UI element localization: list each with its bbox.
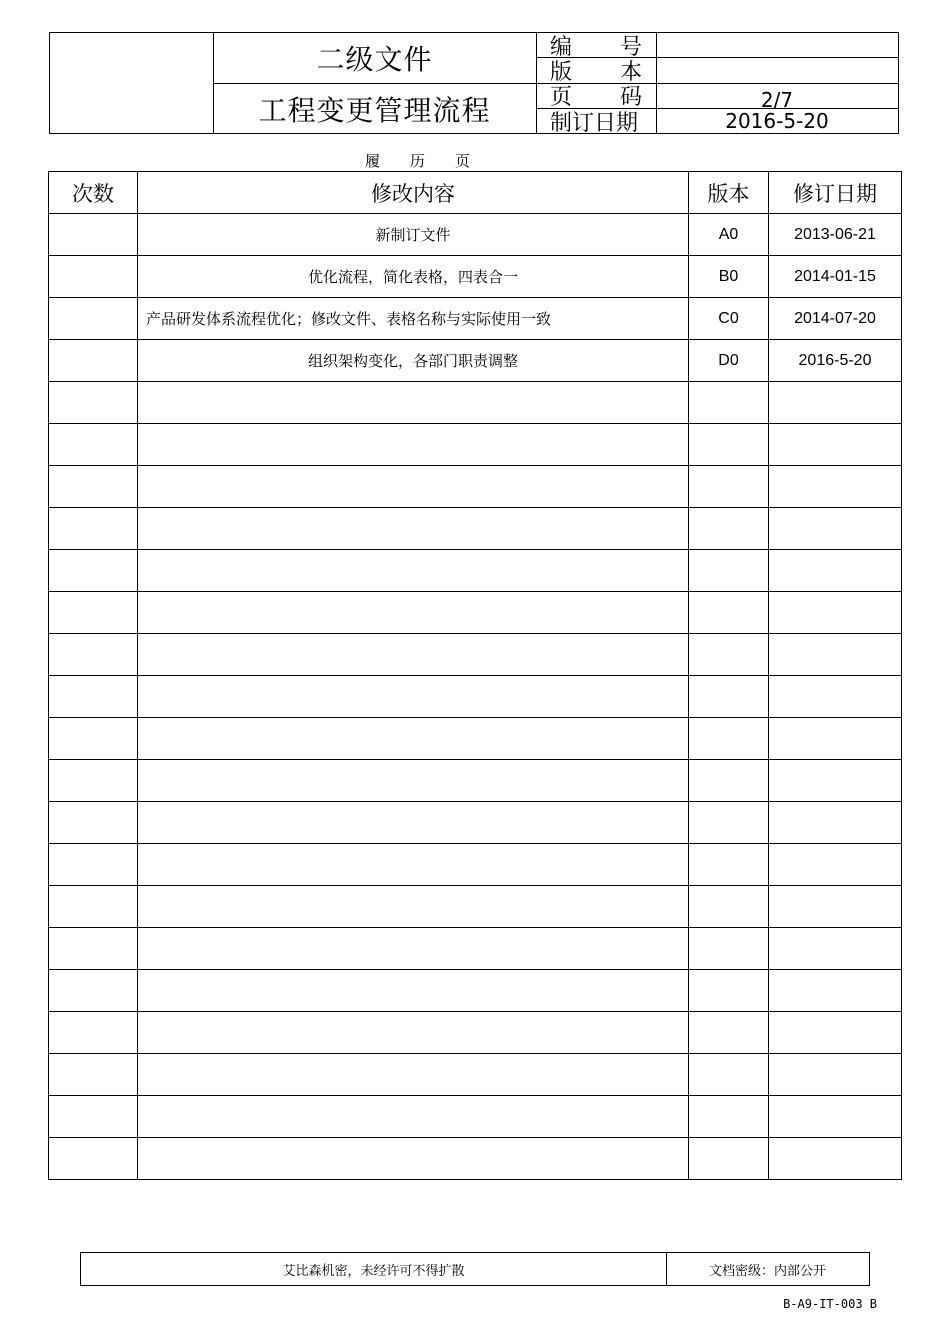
empty-cell — [138, 592, 689, 634]
table-row — [49, 1138, 902, 1180]
cell-date: 2014-07-20 — [769, 298, 902, 340]
empty-cell — [689, 886, 769, 928]
table-row — [49, 550, 902, 592]
empty-cell — [689, 634, 769, 676]
empty-cell — [49, 1012, 138, 1054]
empty-cell — [49, 718, 138, 760]
empty-cell — [689, 1138, 769, 1180]
table-row — [49, 1096, 902, 1138]
table-row — [49, 1012, 902, 1054]
document-level: 二级文件 — [316, 43, 433, 76]
cell-content: 产品研发体系流程优化；修改文件、表格名称与实际使用一致 — [138, 298, 689, 340]
empty-cell — [769, 760, 902, 802]
empty-cell — [49, 886, 138, 928]
empty-cell — [138, 676, 689, 718]
cell-content: 优化流程，简化表格，四表合一 — [138, 256, 689, 298]
empty-cell — [689, 802, 769, 844]
empty-cell — [769, 1138, 902, 1180]
cell-no — [49, 340, 138, 382]
table-row — [49, 466, 902, 508]
empty-cell — [689, 928, 769, 970]
empty-cell — [49, 592, 138, 634]
empty-cell — [49, 844, 138, 886]
revision-history-table — [48, 171, 902, 1180]
empty-cell — [138, 550, 689, 592]
table-row — [49, 256, 902, 298]
field-value-date: 2016-5-20 — [725, 109, 829, 133]
empty-cell — [138, 844, 689, 886]
cell-version: A0 — [689, 214, 769, 256]
field-label-version: 版 本 — [550, 59, 642, 85]
footer-confidential: 艾比森机密，未经许可不得扩散 — [282, 1263, 465, 1279]
empty-cell — [769, 1096, 902, 1138]
empty-cell — [769, 928, 902, 970]
table-row — [49, 676, 902, 718]
column-header-no: 次数 — [49, 172, 138, 214]
footer-security-level: 文档密级：内部公开 — [708, 1263, 826, 1279]
empty-cell — [769, 592, 902, 634]
empty-cell — [138, 928, 689, 970]
empty-cell — [769, 970, 902, 1012]
document-code: B-A9-IT-003 B — [783, 1297, 877, 1311]
empty-cell — [49, 508, 138, 550]
table-row — [49, 214, 902, 256]
empty-cell — [689, 424, 769, 466]
cell-version: D0 — [689, 340, 769, 382]
table-row — [49, 508, 902, 550]
empty-cell — [49, 466, 138, 508]
field-value-number — [656, 33, 898, 57]
empty-cell — [138, 802, 689, 844]
field-label-number: 编 号 — [550, 34, 642, 60]
cell-no — [49, 298, 138, 340]
empty-cell — [769, 802, 902, 844]
table-row — [49, 424, 902, 466]
page-footer — [80, 1252, 870, 1286]
table-row — [49, 298, 902, 340]
empty-cell — [138, 1138, 689, 1180]
empty-cell — [138, 970, 689, 1012]
table-row — [49, 592, 902, 634]
column-header-date: 修订日期 — [769, 172, 902, 214]
empty-cell — [49, 802, 138, 844]
empty-cell — [769, 844, 902, 886]
cell-no — [49, 214, 138, 256]
empty-cell — [769, 718, 902, 760]
column-header-version: 版本 — [689, 172, 769, 214]
field-label-page: 页 码 — [550, 85, 642, 110]
empty-cell — [49, 970, 138, 1012]
empty-cell — [49, 550, 138, 592]
empty-cell — [138, 634, 689, 676]
empty-cell — [769, 676, 902, 718]
empty-cell — [49, 382, 138, 424]
table-row — [49, 886, 902, 928]
empty-cell — [769, 634, 902, 676]
table-row — [49, 634, 902, 676]
empty-cell — [138, 424, 689, 466]
table-row — [49, 760, 902, 802]
empty-cell — [689, 466, 769, 508]
empty-cell — [49, 424, 138, 466]
cell-version: B0 — [689, 256, 769, 298]
table-row — [49, 382, 902, 424]
empty-cell — [138, 760, 689, 802]
cell-no — [49, 256, 138, 298]
empty-cell — [769, 508, 902, 550]
empty-cell — [689, 844, 769, 886]
empty-cell — [689, 550, 769, 592]
empty-cell — [49, 760, 138, 802]
table-row — [49, 928, 902, 970]
cell-content: 组织架构变化，各部门职责调整 — [138, 340, 689, 382]
field-label-date: 制订日期 — [550, 110, 639, 136]
empty-cell — [689, 1096, 769, 1138]
empty-cell — [769, 550, 902, 592]
empty-cell — [49, 1138, 138, 1180]
empty-cell — [49, 676, 138, 718]
empty-cell — [138, 382, 689, 424]
empty-cell — [138, 466, 689, 508]
empty-cell — [689, 760, 769, 802]
table-row — [49, 802, 902, 844]
empty-cell — [138, 1054, 689, 1096]
field-value-version — [656, 57, 898, 83]
empty-cell — [689, 382, 769, 424]
table-row — [49, 970, 902, 1012]
empty-cell — [49, 634, 138, 676]
empty-cell — [138, 1012, 689, 1054]
empty-cell — [138, 1096, 689, 1138]
empty-cell — [689, 1054, 769, 1096]
document-title: 工程变更管理流程 — [258, 93, 491, 127]
empty-cell — [689, 718, 769, 760]
table-header-row — [49, 172, 902, 214]
empty-cell — [769, 1054, 902, 1096]
empty-cell — [689, 970, 769, 1012]
empty-cell — [49, 928, 138, 970]
empty-cell — [769, 382, 902, 424]
empty-cell — [138, 886, 689, 928]
empty-cell — [769, 466, 902, 508]
document-header — [49, 32, 899, 134]
table-row — [49, 340, 902, 382]
empty-cell — [49, 1054, 138, 1096]
cell-date: 2013-06-21 — [769, 214, 902, 256]
field-value-page: 2/7 — [760, 87, 794, 112]
empty-cell — [49, 1096, 138, 1138]
cell-version: C0 — [689, 298, 769, 340]
empty-cell — [138, 508, 689, 550]
column-header-content: 修改内容 — [138, 172, 689, 214]
table-row — [49, 1054, 902, 1096]
cell-date: 2014-01-15 — [769, 256, 902, 298]
empty-cell — [769, 1012, 902, 1054]
empty-cell — [769, 886, 902, 928]
empty-cell — [689, 1012, 769, 1054]
empty-cell — [689, 592, 769, 634]
empty-cell — [689, 508, 769, 550]
table-row — [49, 718, 902, 760]
table-row — [49, 844, 902, 886]
history-title: 履 历 页 — [365, 152, 471, 170]
cell-content: 新制订文件 — [138, 214, 689, 256]
empty-cell — [138, 718, 689, 760]
empty-cell — [769, 424, 902, 466]
empty-cell — [689, 676, 769, 718]
cell-date: 2016-5-20 — [769, 340, 902, 382]
